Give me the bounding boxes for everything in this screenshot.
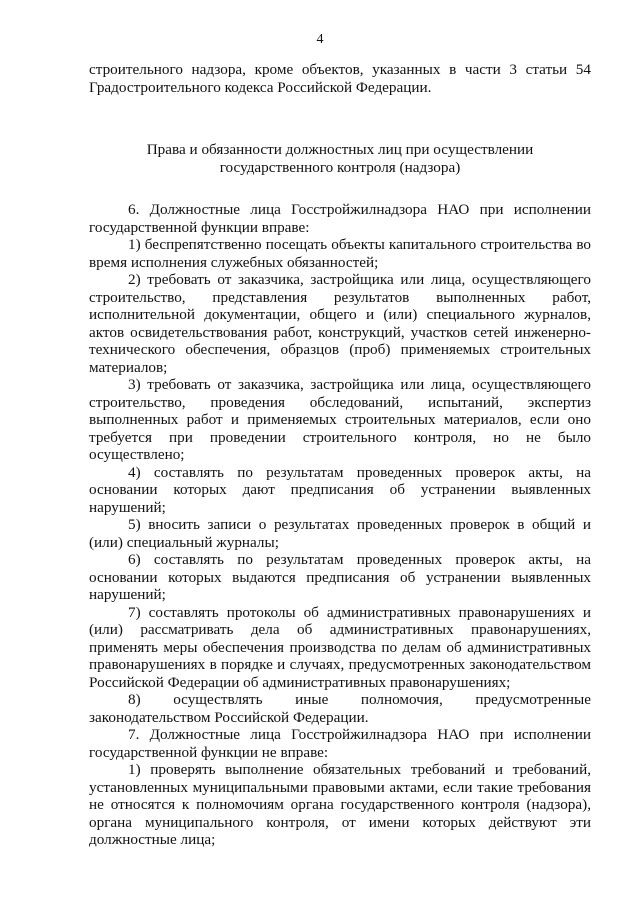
item-7-1: 1) проверять выполнение обязательных требований и требований, установленных муниципальными правовыми актами, если такие требования не относятся к полномочиям органа государственного контроля (надзора), органа муниципального контроля, от имени которых действуют эти должностные лица; bbox=[89, 761, 591, 848]
paragraph-7: 7. Должностные лица Госстройжилнадзора НАО при исполнении государственной функции не вправе: bbox=[89, 726, 591, 761]
section-heading bbox=[89, 141, 591, 176]
item-6-4: 4) составлять по результатам проведенных проверок акты, на основании которых дают предписания об устранении выявленных нарушений; bbox=[89, 463, 591, 516]
item-6-6: 6) составлять по результатам проведенных проверок акты, на основании которых выдаются предписания об устранении выявленных нарушений; bbox=[89, 551, 591, 603]
item-6-2: 2) требовать от заказчика, застройщика или лица, осуществляющего строительство, представления результатов выполненных работ, исполнительной документации, общего и (или) специального журналов, актов освидетельствования работ, конструкций, участков сетей инженерно-технического обеспечения, образцов (проб) применяемых строительных материалов; bbox=[89, 271, 591, 376]
item-6-7: 7) составлять протоколы об административных правонарушениях и (или) рассматривать дела об административных правонарушениях, применять меры обеспечения производства по делам об административных правонарушениях в порядке и случаях, предусмотренных законодательством Российской Федерации об административных правонарушениях; bbox=[89, 603, 591, 691]
paragraph-6: 6. Должностные лица Госстройжилнадзора НАО при исполнении государственной функции вправе: bbox=[89, 201, 591, 236]
item-6-5: 5) вносить записи о результатах проведенных проверок в общий и (или) специальный журналы; bbox=[89, 516, 591, 551]
heading-line-2: государственного контроля (надзора) bbox=[219, 158, 461, 176]
page-number: 4 bbox=[316, 32, 324, 47]
heading-line-1: Права и обязанности должностных лиц при осуществлении bbox=[146, 141, 534, 158]
document-body bbox=[89, 61, 591, 849]
intro-paragraph: строительного надзора, кроме объектов, указанных в части 3 статьи 54 Градостроительного кодекса Российской Федерации. bbox=[89, 61, 591, 96]
item-6-8: 8) осуществлять иные полномочия, предусмотренные законодательством Российской Федерации. bbox=[89, 691, 591, 726]
item-6-1: 1) беспрепятственно посещать объекты капитального строительства во время исполнения служебных обязанностей; bbox=[89, 236, 591, 271]
item-6-3: 3) требовать от заказчика, застройщика или лица, осуществляющего строительство, проведения обследований, испытаний, экспертиз выполненных работ и применяемых строительных материалов, если оно требуется при проведении строительного контроля, но не было осуществлено; bbox=[89, 376, 591, 463]
